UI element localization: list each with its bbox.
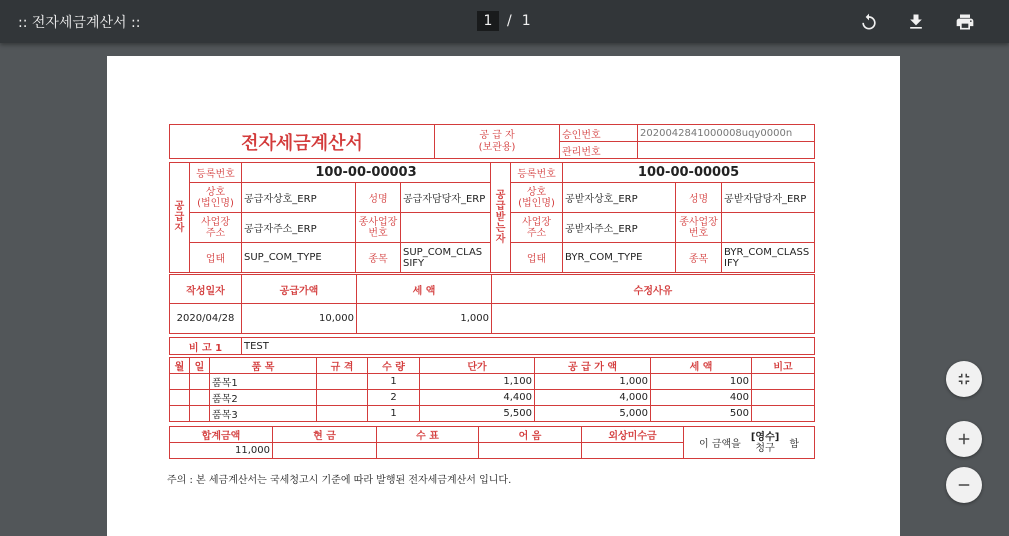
buyer-reg-no: 100-00-00005 — [563, 163, 815, 183]
download-button[interactable] — [902, 8, 930, 36]
current-page-input[interactable]: 1 — [477, 11, 499, 31]
buyer-biz-label: 업태 — [511, 243, 563, 273]
name-label-line: (법인명) — [197, 197, 234, 209]
addr-label-line: 주소 — [205, 227, 226, 239]
items-header-supply: 공 급 가 액 — [535, 358, 651, 374]
table-row — [170, 390, 815, 406]
item-qty: 1 — [368, 374, 420, 390]
invoice-header-table — [169, 124, 815, 159]
item-spec — [317, 406, 368, 422]
item-supply: 1,000 — [535, 374, 651, 390]
remark-value: TEST — [242, 338, 815, 355]
invoice-title: 전자세금계산서 — [170, 125, 435, 159]
item-note — [752, 406, 815, 422]
approval-label: 승인번호 — [560, 125, 638, 142]
buyer-branch — [722, 213, 815, 243]
supplier-address: 공급자주소_ERP — [242, 213, 356, 243]
item-month — [170, 374, 190, 390]
page-separator: / — [507, 13, 512, 29]
branch-label-line: 종사업장 — [358, 216, 398, 228]
buyer-section-label — [491, 163, 511, 273]
item-day — [190, 390, 210, 406]
supplier-name: 공급자상호_ERP — [242, 183, 356, 213]
print-button[interactable] — [951, 8, 979, 36]
fit-page-button[interactable] — [946, 361, 982, 397]
addr-label-line: 사업장 — [522, 216, 552, 228]
total-cash-header: 현 금 — [273, 427, 377, 443]
party-table — [169, 162, 815, 273]
supplier-branch — [401, 213, 491, 243]
item-name: 품목2 — [210, 390, 317, 406]
supplier-ceo-label: 성명 — [356, 183, 401, 213]
pdf-toolbar — [0, 0, 1009, 43]
items-header-name: 품 목 — [210, 358, 317, 374]
item-note — [752, 390, 815, 406]
branch-label-line: 종사업장 — [679, 216, 718, 228]
summary-reason — [492, 304, 815, 334]
supplier-vert-char: 공 — [174, 201, 185, 212]
buyer-vert-char: 자 — [495, 234, 506, 245]
supplier-item-label: 종목 — [356, 243, 401, 273]
supplier-section-label — [170, 163, 190, 273]
item-tax: 100 — [651, 374, 752, 390]
items-header-day: 일 — [190, 358, 210, 374]
total-pages: 1 — [521, 13, 531, 29]
supplier-reg-no: 100-00-00003 — [242, 163, 491, 183]
summary-supply: 10,000 — [242, 304, 357, 334]
total-credit-header: 외상미수금 — [582, 427, 684, 443]
summary-date: 2020/04/28 — [170, 304, 242, 334]
item-supply: 5,000 — [535, 406, 651, 422]
items-header-price: 단가 — [420, 358, 535, 374]
amount-claim: 청구 — [755, 442, 775, 454]
items-header-month: 월 — [170, 358, 190, 374]
item-day — [190, 406, 210, 422]
item-qty: 2 — [368, 390, 420, 406]
pdf-page — [107, 56, 900, 536]
supplier-vert-char: 급 — [174, 212, 185, 223]
zoom-in-button[interactable] — [946, 421, 982, 457]
page-indicator — [477, 11, 531, 31]
zoom-out-button[interactable] — [946, 467, 982, 503]
rotate-icon — [859, 12, 879, 32]
amount-statement — [684, 427, 815, 459]
name-label-line: 상호 — [205, 186, 226, 198]
supplier-name-label — [190, 183, 242, 213]
item-note — [752, 374, 815, 390]
buyer-branch-label — [676, 213, 722, 243]
item-spec — [317, 390, 368, 406]
item-spec — [317, 374, 368, 390]
manage-value — [638, 142, 815, 159]
amount-kind — [751, 432, 779, 454]
summary-date-header: 작성일자 — [170, 275, 242, 304]
name-label-line: 상호 — [526, 186, 547, 198]
name-label-line: (법인명) — [518, 197, 555, 209]
total-bill-header: 어 음 — [479, 427, 582, 443]
buyer-reg-label: 등록번호 — [511, 163, 563, 183]
manage-label: 관리번호 — [560, 142, 638, 159]
zoom-in-icon — [955, 430, 973, 448]
buyer-item-label: 종목 — [676, 243, 722, 273]
buyer-name-label — [511, 183, 563, 213]
print-icon — [955, 12, 975, 32]
buyer-vert-char: 공 — [495, 190, 506, 201]
rotate-button[interactable] — [855, 8, 883, 36]
amount-statement-row — [686, 432, 812, 454]
items-header-note: 비고 — [752, 358, 815, 374]
supplier-addr-label — [190, 213, 242, 243]
buyer-addr-label — [511, 213, 563, 243]
item-supply: 4,000 — [535, 390, 651, 406]
branch-label-line: 번호 — [368, 227, 388, 239]
buyer-vert-char: 급 — [495, 201, 506, 212]
supplier-biz-type: SUP_COM_TYPE — [242, 243, 356, 273]
supplier-copy-text: 공 급 자 — [479, 129, 515, 141]
buyer-vert-char: 받 — [495, 212, 506, 223]
item-tax: 500 — [651, 406, 752, 422]
fit-page-icon — [955, 370, 973, 388]
total-check — [377, 443, 479, 459]
total-bill — [479, 443, 582, 459]
addr-label-line: 주소 — [526, 227, 547, 239]
buyer-name: 공받자상호_ERP — [563, 183, 676, 213]
supplier-biz-label: 업태 — [190, 243, 242, 273]
buyer-biz-item: BYR_COM_CLASSIFY — [722, 243, 815, 273]
summary-supply-header: 공급가액 — [242, 275, 357, 304]
items-header-tax: 세 액 — [651, 358, 752, 374]
items-table — [169, 357, 815, 422]
supplier-copy-label — [435, 125, 560, 159]
supplier-biz-item: SUP_COM_CLASSIFY — [401, 243, 491, 273]
supplier-copy-sub: (보관용) — [478, 141, 516, 153]
item-name: 품목1 — [210, 374, 317, 390]
supplier-vert-char: 자 — [174, 223, 185, 234]
items-header-qty: 수 량 — [368, 358, 420, 374]
buyer-vert-char: 는 — [495, 223, 506, 234]
table-row — [170, 406, 815, 422]
supplier-branch-label — [356, 213, 401, 243]
buyer-address: 공받자주소_ERP — [563, 213, 676, 243]
footnote: 주의 : 본 세금계산서는 국세청고시 기준에 따라 발행된 전자세금계산서 입니다. — [167, 475, 512, 486]
addr-label-line: 사업장 — [201, 216, 230, 228]
item-month — [170, 406, 190, 422]
summary-tax-header: 세 액 — [357, 275, 492, 304]
supplier-ceo: 공급자담당자_ERP — [401, 183, 491, 213]
item-month — [170, 390, 190, 406]
totals-table — [169, 426, 815, 459]
remark-table — [169, 337, 815, 355]
total-cash — [273, 443, 377, 459]
total-sum: 11,000 — [170, 443, 273, 459]
remark-label: 비 고 1 — [170, 338, 242, 355]
amount-receipt: [영수] — [750, 431, 780, 443]
amount-post: 함 — [789, 439, 799, 450]
download-icon — [906, 12, 926, 32]
amount-pre: 이 금액을 — [699, 439, 741, 450]
buyer-ceo-label: 성명 — [676, 183, 722, 213]
summary-reason-header: 수정사유 — [492, 275, 815, 304]
supplier-reg-label: 등록번호 — [190, 163, 242, 183]
approval-value: 2020042841000008uqy0000n — [638, 125, 815, 142]
total-sum-header: 합계금액 — [170, 427, 273, 443]
item-day — [190, 374, 210, 390]
total-check-header: 수 표 — [377, 427, 479, 443]
branch-label-line: 번호 — [688, 227, 709, 239]
buyer-ceo: 공받자담당자_ERP — [722, 183, 815, 213]
summary-table — [169, 274, 815, 334]
summary-tax: 1,000 — [357, 304, 492, 334]
item-tax: 400 — [651, 390, 752, 406]
item-price: 5,500 — [420, 406, 535, 422]
items-header-spec: 규 격 — [317, 358, 368, 374]
buyer-biz-type: BYR_COM_TYPE — [563, 243, 676, 273]
document-title: :: 전자세금계산서 :: — [18, 15, 141, 31]
item-price: 4,400 — [420, 390, 535, 406]
zoom-out-icon — [955, 476, 973, 494]
table-row — [170, 374, 815, 390]
item-name: 품목3 — [210, 406, 317, 422]
item-qty: 1 — [368, 406, 420, 422]
item-price: 1,100 — [420, 374, 535, 390]
total-credit — [582, 443, 684, 459]
